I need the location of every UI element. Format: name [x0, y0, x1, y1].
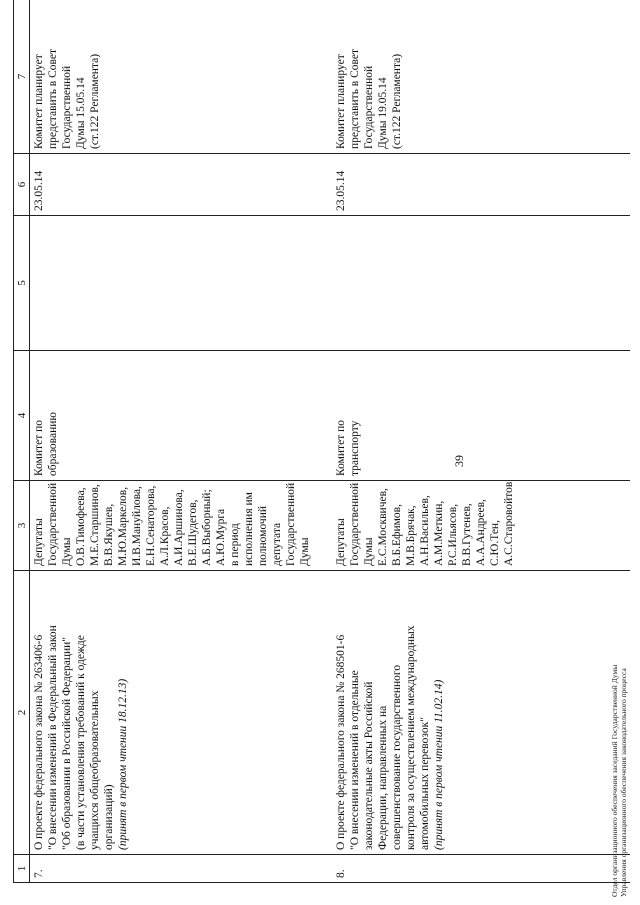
author-line: В.Е.Шудегов, — [187, 499, 199, 566]
column-header-5: 5 — [14, 216, 30, 351]
bill-title-line: законодательные акты Российской — [363, 681, 375, 850]
bill-title-line: О проекте федерального закона № 268501-6 — [335, 634, 347, 850]
author-line: В.Б.Ефимов, — [391, 504, 403, 566]
column-header-2: 2 — [14, 571, 30, 855]
column-header-7: 7 — [14, 0, 30, 154]
author-line: О.В.Тимофеева, — [75, 487, 87, 566]
plan-line: представить в Совет — [349, 48, 361, 149]
footer-line: Отдел организационного обеспечения заседаний Государственной Думы — [610, 664, 619, 897]
bills-table — [13, 0, 630, 883]
author-line: И.В.Мануйлова, — [131, 486, 143, 566]
author-line: В.В.Гутенев, — [461, 503, 473, 566]
author-line: в период — [229, 523, 241, 566]
column-header-6: 6 — [14, 154, 30, 216]
committee-cell — [332, 351, 630, 481]
author-line: полномочий — [257, 506, 269, 566]
committee-line: Комитет по — [335, 420, 347, 476]
plan-line: (ст.122 Регламента) — [89, 53, 101, 149]
author-line: А.И.Аршинова, — [173, 489, 185, 566]
row-number: 7. — [30, 855, 333, 883]
committee-cell — [30, 351, 333, 481]
bill-description-cell — [30, 571, 333, 855]
bill-title-line: "О внесении изменений в отдельные — [349, 670, 361, 850]
plan-line: представить в Совет — [47, 48, 59, 149]
row-number: 8. — [332, 855, 630, 883]
authors-cell — [332, 481, 630, 571]
author-line: Е.Н.Сенаторова, — [145, 485, 157, 566]
bill-title-line: учащихся общеобразовательных — [89, 690, 101, 850]
bill-title-line: О проекте федерального закона № 263406-6 — [33, 634, 45, 850]
column-header-4: 4 — [14, 351, 30, 481]
plan-line: Государственной — [61, 65, 73, 149]
column-5-cell — [30, 216, 333, 351]
author-line: В.В.Якушев, — [103, 503, 115, 566]
bill-title-line: Федерации, направленных на — [377, 705, 389, 850]
bill-description-cell — [332, 571, 630, 855]
table-row — [332, 0, 630, 883]
footer-department-note — [610, 665, 628, 897]
committee-line: образованию — [47, 412, 59, 476]
date-cell: 23.05.14 — [30, 154, 333, 216]
bill-title-line: организаций) — [103, 784, 115, 850]
bill-title-line: автомобильных перевозок" — [419, 717, 431, 850]
committee-line: Комитет по — [33, 420, 45, 476]
footer-line: Управления организационного обеспечения законодательного процесса — [619, 668, 628, 897]
plan-line: Комитет планирует — [33, 54, 45, 149]
column-number-header-row — [14, 0, 30, 883]
bill-title-line: совершенствование государственного — [391, 664, 403, 850]
plan-cell — [30, 0, 333, 154]
author-line: исполнения им — [243, 492, 255, 566]
author-line: Думы — [363, 537, 375, 566]
author-line: М.Ю.Маркелов, — [117, 486, 129, 566]
author-line: Государственной — [285, 482, 297, 566]
plan-line: (ст.122 Регламента) — [391, 53, 403, 149]
table-row — [30, 0, 333, 883]
author-line: Думы — [299, 537, 311, 566]
author-line: С.Ю.Тен, — [489, 520, 501, 566]
author-line: М.В.Брячак, — [405, 505, 417, 566]
author-line: Депутаты — [33, 518, 45, 566]
author-line: А.С.Старовойтов — [503, 481, 515, 566]
bill-title-line: "Об образовании в Российской Федерации" — [61, 637, 73, 850]
author-line: Е.С.Москвичев, — [377, 488, 389, 566]
first-reading-note: (принят в первом чтении 11.02.14) — [433, 679, 445, 850]
author-line: Р.С.Ильясов, — [447, 503, 459, 566]
author-line: Думы — [61, 537, 73, 566]
bill-title-line: "О внесении изменений в Федеральный закон — [47, 625, 59, 850]
author-line: А.Н.Васильев, — [419, 495, 431, 566]
bill-title-line: контроля за осуществлением международных — [405, 625, 417, 850]
author-line: А.М.Меткин, — [433, 500, 445, 566]
plan-line: Комитет планирует — [335, 54, 347, 149]
author-line: Государственной — [349, 482, 361, 566]
author-line: Депутаты — [335, 518, 347, 566]
authors-cell — [30, 481, 333, 571]
page-number: 39 — [452, 455, 466, 467]
plan-line: Думы 19.05.14 — [377, 77, 389, 149]
column-header-3: 3 — [14, 481, 30, 571]
plan-line: Думы 15.05.14 — [75, 77, 87, 149]
committee-line: транспорту — [349, 420, 361, 476]
author-line: А.А.Андреев, — [475, 499, 487, 566]
plan-cell — [332, 0, 630, 154]
column-5-cell — [332, 216, 630, 351]
author-line: М.Е.Старшинов, — [89, 484, 101, 566]
date-cell: 23.05.14 — [332, 154, 630, 216]
first-reading-note: (принят в первом чтении 18.12.13) — [117, 678, 129, 850]
author-line: депутата — [271, 522, 283, 566]
author-line: А.Л.Красов, — [159, 506, 171, 566]
author-line: Государственной — [47, 482, 59, 566]
author-line: А.Б.Выборный; — [201, 489, 213, 566]
plan-line: Государственной — [363, 65, 375, 149]
author-line: А.Ю.Мурга — [215, 508, 227, 566]
bill-title-line: (в части установления требований к одежде — [75, 635, 87, 850]
column-header-1: 1 — [14, 855, 30, 883]
